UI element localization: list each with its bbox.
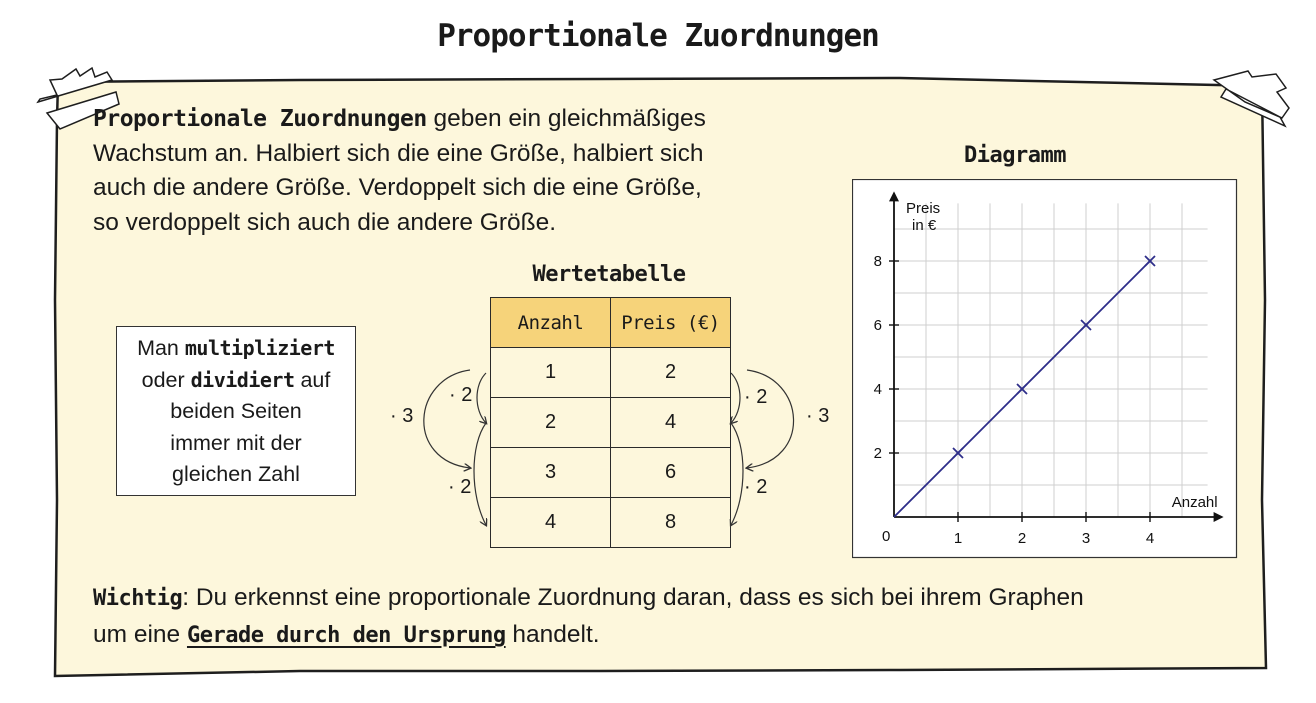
y-axis-label-line-2: in € bbox=[912, 217, 937, 234]
important-underlined: Gerade durch den Ursprung bbox=[186, 623, 506, 648]
operator-right-2: · 3 bbox=[806, 405, 830, 427]
important-text-3: handelt. bbox=[505, 621, 600, 648]
table-cell: 4 bbox=[611, 398, 731, 448]
page-title: Proportionale Zuordnungen bbox=[437, 18, 879, 54]
operator-right-3: · 2 bbox=[744, 476, 768, 498]
rule-box bbox=[116, 326, 356, 496]
y-tick-label: 6 bbox=[873, 317, 882, 334]
arrow-right-3 bbox=[731, 423, 743, 525]
x-axis-label: Anzahl bbox=[1171, 494, 1218, 511]
intro-term: Proportionale Zuordnungen bbox=[93, 106, 427, 132]
important-note bbox=[93, 580, 1263, 654]
origin-label: 0 bbox=[882, 528, 891, 545]
x-tick-label: 2 bbox=[1017, 530, 1027, 547]
important-label: Wichtig bbox=[93, 586, 183, 611]
rule-dividiert: dividiert bbox=[190, 367, 295, 392]
rule-text: oder bbox=[141, 367, 191, 392]
rule-text: auf bbox=[294, 367, 331, 392]
table-title: Wertetabelle bbox=[532, 262, 686, 287]
operator-left-2: · 3 bbox=[390, 405, 414, 427]
table-header-anzahl: Anzahl bbox=[491, 298, 611, 348]
rule-text: Man bbox=[137, 336, 185, 360]
x-tick-label: 1 bbox=[953, 530, 963, 547]
arrow-left-1 bbox=[477, 373, 486, 423]
table-header-preis: Preis (€) bbox=[611, 298, 731, 348]
operator-right-1: · 2 bbox=[744, 386, 768, 408]
y-axis-label-line-1: Preis bbox=[906, 200, 941, 217]
table-cell: 1 bbox=[491, 348, 611, 398]
intro-line-4: so verdoppelt sich auch die andere Größe. bbox=[93, 208, 557, 236]
y-tick-label: 8 bbox=[873, 253, 882, 270]
table-cell: 4 bbox=[491, 498, 611, 548]
y-tick-label: 2 bbox=[873, 445, 882, 462]
operator-left-1: · 2 bbox=[449, 384, 473, 406]
table-cell: 3 bbox=[491, 448, 611, 498]
arrow-left-3 bbox=[474, 423, 486, 525]
rule-multipliziert: multipliziert bbox=[184, 336, 335, 360]
intro-line-1: geben ein gleichmäßiges bbox=[426, 105, 706, 132]
arrow-right-2 bbox=[747, 370, 794, 468]
y-tick-label: 4 bbox=[873, 381, 882, 398]
intro-line-3: auch die andere Größe. Verdoppelt sich die eine Größe, bbox=[93, 174, 702, 201]
table-cell: 2 bbox=[491, 398, 611, 448]
important-text-1: : Du erkennst eine proportionale Zuordnung daran, dass es sich bei ihrem Graphen bbox=[182, 584, 1084, 611]
intro-line-2: Wachstum an. Halbiert sich die eine Größe, halbiert sich bbox=[93, 139, 704, 167]
table-cell: 6 bbox=[611, 448, 731, 498]
table-cell: 8 bbox=[611, 498, 731, 548]
rule-line-4: immer mit der bbox=[170, 430, 302, 455]
table-cell: 2 bbox=[611, 348, 731, 398]
important-text-2: um eine bbox=[93, 621, 187, 648]
arrow-right-1 bbox=[731, 373, 740, 423]
operator-left-3: · 2 bbox=[448, 476, 472, 498]
rule-line-5: gleichen Zahl bbox=[172, 462, 300, 486]
x-tick-label: 3 bbox=[1081, 530, 1091, 547]
x-tick-label: 4 bbox=[1145, 530, 1155, 547]
diagram-title: Diagramm bbox=[964, 143, 1066, 168]
rule-line-3: beiden Seiten bbox=[170, 399, 302, 423]
